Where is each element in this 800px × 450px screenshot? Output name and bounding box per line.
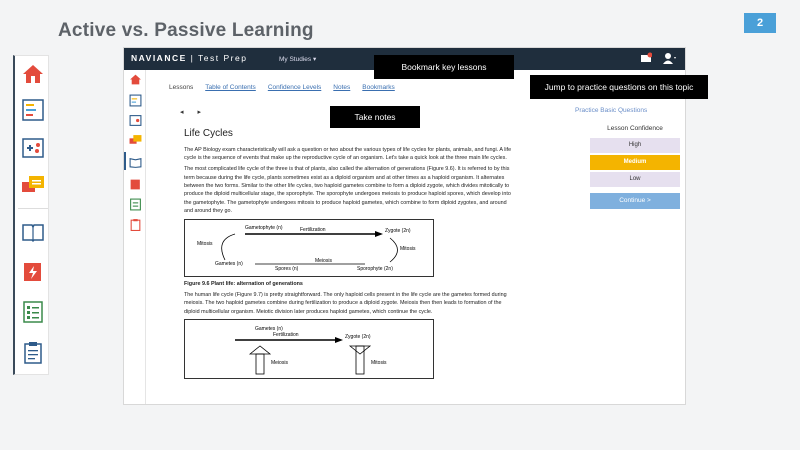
confidence-title: Lesson Confidence (607, 125, 663, 132)
lesson-content (184, 126, 514, 379)
lessons-book-icon (21, 220, 45, 244)
app-brand: NAVIANCE | Test Prep (131, 53, 248, 63)
checklist-icon[interactable] (129, 198, 142, 211)
user-icon[interactable] (663, 52, 677, 64)
discussion-icon (21, 174, 45, 198)
fig1-fertilization: Fertilization (300, 226, 326, 233)
lesson-paragraph-2: The most complicated life cycle of the three is that of plants, also called the alternation of generations (Figure 9.6). It is referred to by this term because during the life cycle, plants sometimes exist as a diploid organism and at other times as a haploid organism. It alternates between the two forms. Similar to the other life cycles, two haploid gametes combine to form a diploid zygote, which divides mitotically to produce the diploid multicellular stage, the sporophyte. The sporophyte undergoes meiosis to produce haploid spores, which develop into the gametophyte. The gametophyte undergoes mitosis to produce haploid gametes, which combine to form diploid zygotes, and around and around they go. (184, 166, 511, 215)
practice-icon (21, 136, 45, 160)
clipboard-icon (21, 340, 45, 364)
tab-notes[interactable]: Notes (333, 84, 351, 91)
fig2-mitosis: Mitosis (371, 360, 387, 366)
app-side-rail (124, 70, 146, 405)
fig2-gametes: Gametes (n) (255, 326, 283, 332)
fig1-gametes: Gametes (n) (215, 260, 243, 267)
tab-confidence-levels[interactable]: Confidence Levels (267, 84, 322, 91)
flashcards-icon[interactable] (129, 178, 142, 191)
confidence-high-button[interactable]: High (590, 138, 680, 153)
callout-notes: Take notes (330, 106, 420, 128)
clipboard-icon[interactable] (129, 218, 142, 231)
fig2-fertilization: Fertilization (273, 332, 299, 338)
study-plan-icon (21, 98, 45, 122)
confidence-medium-button[interactable]: Medium (590, 155, 680, 170)
slide-title: Active vs. Passive Learning (58, 20, 314, 41)
tab-table-of-contents[interactable]: Table of Contents (205, 84, 256, 91)
callout-practice: Jump to practice questions on this topic (530, 75, 708, 99)
figure-plant-life-cycle (184, 219, 434, 277)
discussion-icon[interactable] (129, 134, 142, 147)
practice-questions-link[interactable]: Practice Basic Questions (575, 107, 648, 114)
fig2-meiosis: Meiosis (271, 360, 288, 366)
continue-button[interactable]: Continue > (590, 193, 680, 209)
study-plan-icon[interactable] (129, 94, 142, 107)
callout-bookmark: Bookmark key lessons (374, 55, 514, 79)
lessons-book-icon[interactable] (129, 156, 142, 169)
fig1-mitosis-left: Mitosis (197, 240, 213, 247)
figure-caption: Figure 9.6 Plant life: alternation of generations (184, 280, 303, 287)
figure-human-life-cycle (184, 319, 434, 379)
fig1-gametophyte: Gametophyte (n) (245, 224, 283, 231)
slide-number-badge: 2 (744, 13, 776, 33)
human-life-cycle-diagram (185, 320, 435, 380)
checklist-icon (21, 300, 45, 324)
tab-bookmarks[interactable]: Bookmarks (362, 84, 395, 91)
lessons-label: Lessons (169, 84, 194, 91)
my-studies-menu[interactable]: My Studies ▾ (279, 56, 317, 63)
naviance-app-window (123, 47, 686, 405)
home-icon (21, 62, 45, 86)
home-icon[interactable] (129, 73, 142, 86)
notification-icon[interactable] (640, 52, 652, 64)
plant-life-cycle-diagram (185, 220, 435, 278)
fig1-mitosis-right: Mitosis (400, 245, 416, 252)
flashcards-icon (21, 260, 45, 284)
lesson-pager[interactable]: ◂ ▸ (180, 109, 207, 116)
fig2-zygote: Zygote (2n) (345, 334, 371, 340)
confidence-low-button[interactable]: Low (590, 172, 680, 187)
lesson-tabs-row (169, 84, 395, 91)
lesson-confidence-panel (590, 125, 680, 209)
lesson-paragraph-3: The human life cycle (Figure 9.7) is pretty straightforward. The only haploid cells present in the life cycle are the gametes formed during meiosis. The two haploid gametes combine during fertilization to produce a diploid zygote. Meiosis then then leads to formation of the diploid multicellular organism. Meiotic division later produces haploid gametes, which continue the cycle. (184, 291, 507, 315)
slide-icon-rail (13, 55, 49, 375)
fig1-sporophyte: Sporophyte (2n) (357, 265, 393, 272)
lesson-paragraph-1: The AP Biology exam characteristically will ask a question or two about the various types of life cycles for plants, animals, and fungi. A life cycle is the sequence of events that make up the reproductive cycle of an organism. Let's take a quick look at the three main life cycles. (184, 146, 512, 161)
brand-product: Test Prep (198, 53, 248, 63)
practice-icon[interactable] (129, 114, 142, 127)
brand-name: NAVIANCE (131, 53, 187, 63)
lesson-heading: Life Cycles (184, 128, 233, 139)
fig1-meiosis: Meiosis (315, 257, 332, 264)
fig1-spores: Spores (n) (275, 265, 299, 272)
fig1-zygote: Zygote (2n) (385, 227, 411, 234)
